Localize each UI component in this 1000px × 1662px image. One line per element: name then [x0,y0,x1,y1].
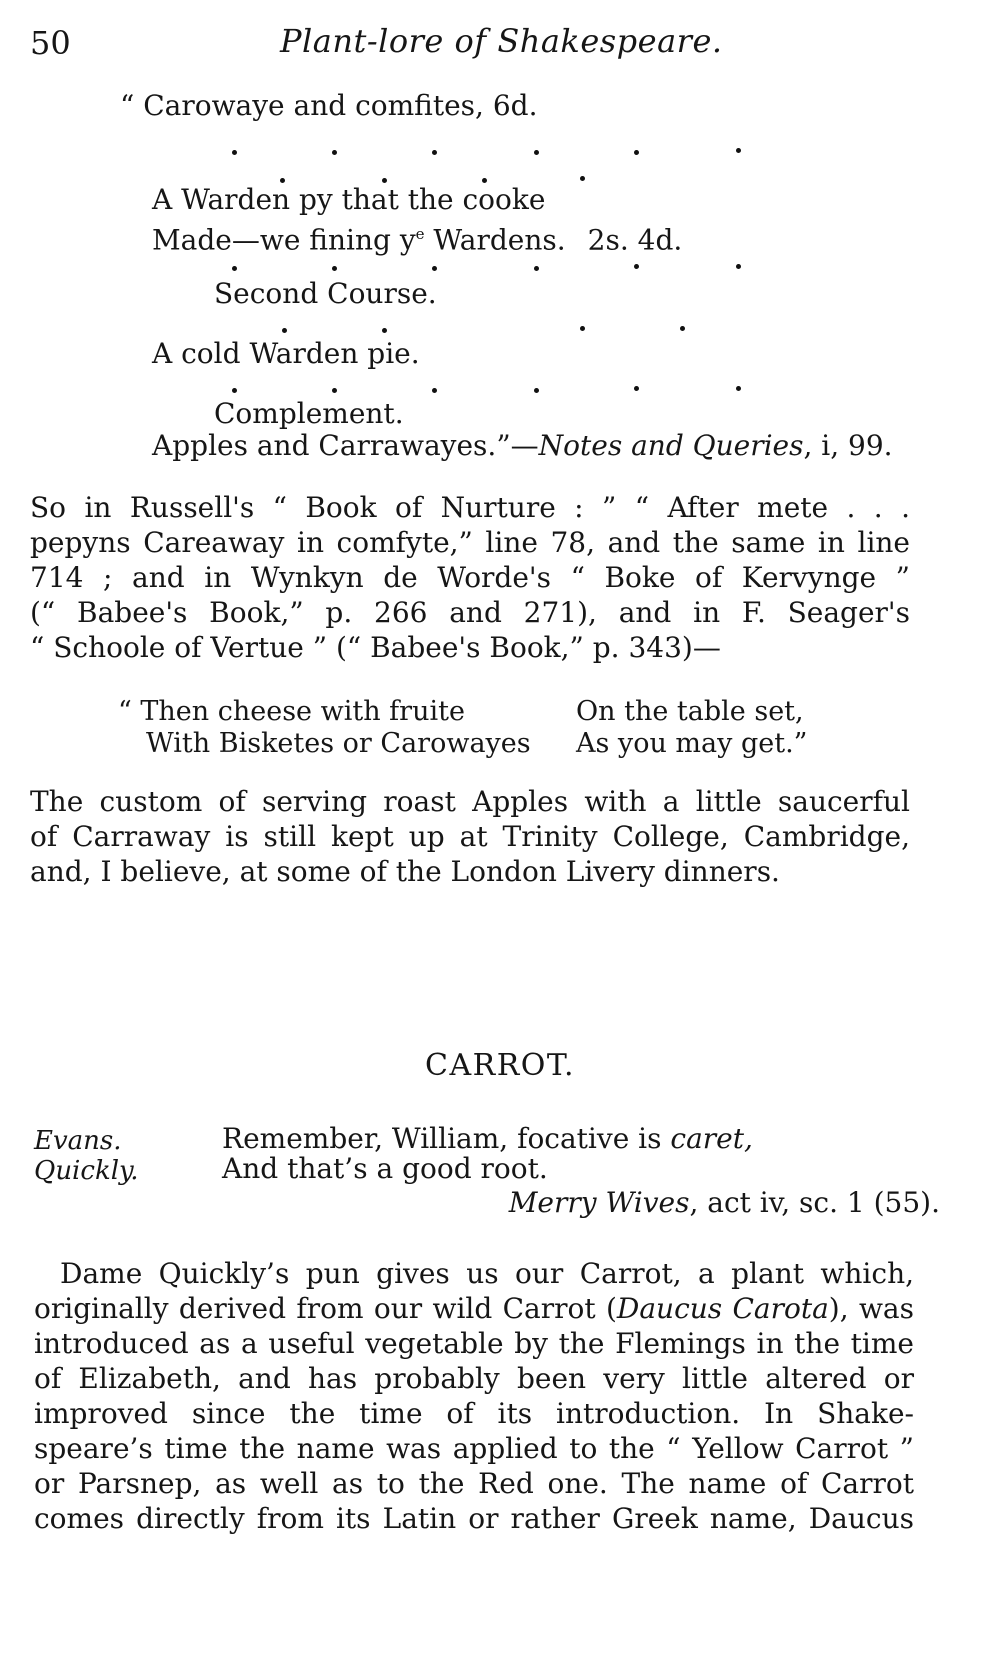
paragraph-russell [30,490,910,665]
quote-line-2: A Warden py that the cooke [152,183,546,216]
speech-line-1-italic: caret, [670,1122,753,1155]
paragraph-line: pepyns Careaway in comfyte,” line 78, and the same in line [30,526,910,559]
quote-line-4: Second Course. [214,277,437,310]
paragraph-carraway-custom [30,784,910,889]
paragraph-line: comes directly from its Latin or rather Greek name, Daucus [34,1502,914,1535]
play-citation [509,1186,940,1219]
paragraph-line-part: originally derived from our wild Carrot ( [34,1292,617,1325]
quote-line-7-text: Apples and Carrawayes.”— [152,429,539,462]
quote-line-7 [152,428,893,464]
quote-line-3-sup: e [415,225,425,243]
quote-line-3 [152,216,682,258]
paragraph-line: of Carraway is still kept up at Trinity College, Cambridge, [30,820,910,853]
paragraph-line: and, I believe, at some of the London Livery dinners. [30,855,780,888]
quote-line-5: A cold Warden pie. [152,337,420,370]
quote-line-6: Complement. [214,397,404,430]
paragraph-line: or Parsnep, as well as to the Red one. The name of Carrot [34,1467,914,1500]
speech-line-2: And that’s a good root. [222,1152,548,1185]
speech-line-1-text: Remember, William, focative is [222,1122,671,1155]
play-title: Merry Wives [508,1186,690,1219]
verse-line-1-right: On the table set, [576,696,804,727]
running-title: Plant-lore of Shakespeare. [280,22,723,60]
verse-line-2-right: As you may get.” [576,728,808,759]
section-title: CARROT. [424,1048,576,1083]
verse-line-2-left: With Bisketes or Carowayes [146,728,531,759]
quote-source: Notes and Queries [538,429,804,462]
verse-line-1-left: “ Then cheese with fruite [118,696,465,727]
speaker-evans: Evans. [34,1126,122,1156]
paragraph-line: (“ Babee's Book,” p. 266 and 271), and in F. Seager's [30,596,910,629]
paragraph-line: improved since the time of its introduction. In Shake- [34,1397,914,1430]
play-reference: , act iv, sc. 1 (55). [689,1186,940,1219]
speech-line-1 [222,1122,753,1155]
paragraph-line: speare’s time the name was applied to the “ Yellow Carrot ” [34,1432,914,1465]
paragraph-carrot [34,1256,914,1536]
quote-line-1: “ Carowaye and comfites, 6d. [120,89,538,122]
quote-source-ref: , i, 99. [803,429,893,462]
paragraph-line: The custom of serving roast Apples with a little saucerful [30,785,910,818]
paragraph-line: Dame Quickly’s pun gives us our Carrot, a plant which, [60,1257,914,1290]
page-number: 50 [30,24,71,62]
quote-price: 2s. 4d. [587,223,683,257]
paragraph-line: introduced as a useful vegetable by the Flemings in the time [34,1327,914,1360]
paragraph-line: 714 ; and in Wynkyn de Worde's “ Boke of Kervynge ” [30,561,910,594]
paragraph-line: So in Russell's “ Book of Nurture : ” “ After mete . . . [30,491,910,524]
paragraph-line [34,1291,914,1326]
botanical-name: Daucus Carota [616,1292,829,1325]
paragraph-line-part: ), was [828,1292,914,1325]
quote-line-3-text: Made—we fining y [152,223,416,257]
speaker-quickly: Quickly. [34,1156,139,1186]
quote-line-3-rest: Wardens. [424,223,566,257]
paragraph-line: of Elizabeth, and has probably been very little altered or [34,1362,914,1395]
paragraph-line: “ Schoole of Vertue ” (“ Babee's Book,” p. 343)— [30,631,721,664]
